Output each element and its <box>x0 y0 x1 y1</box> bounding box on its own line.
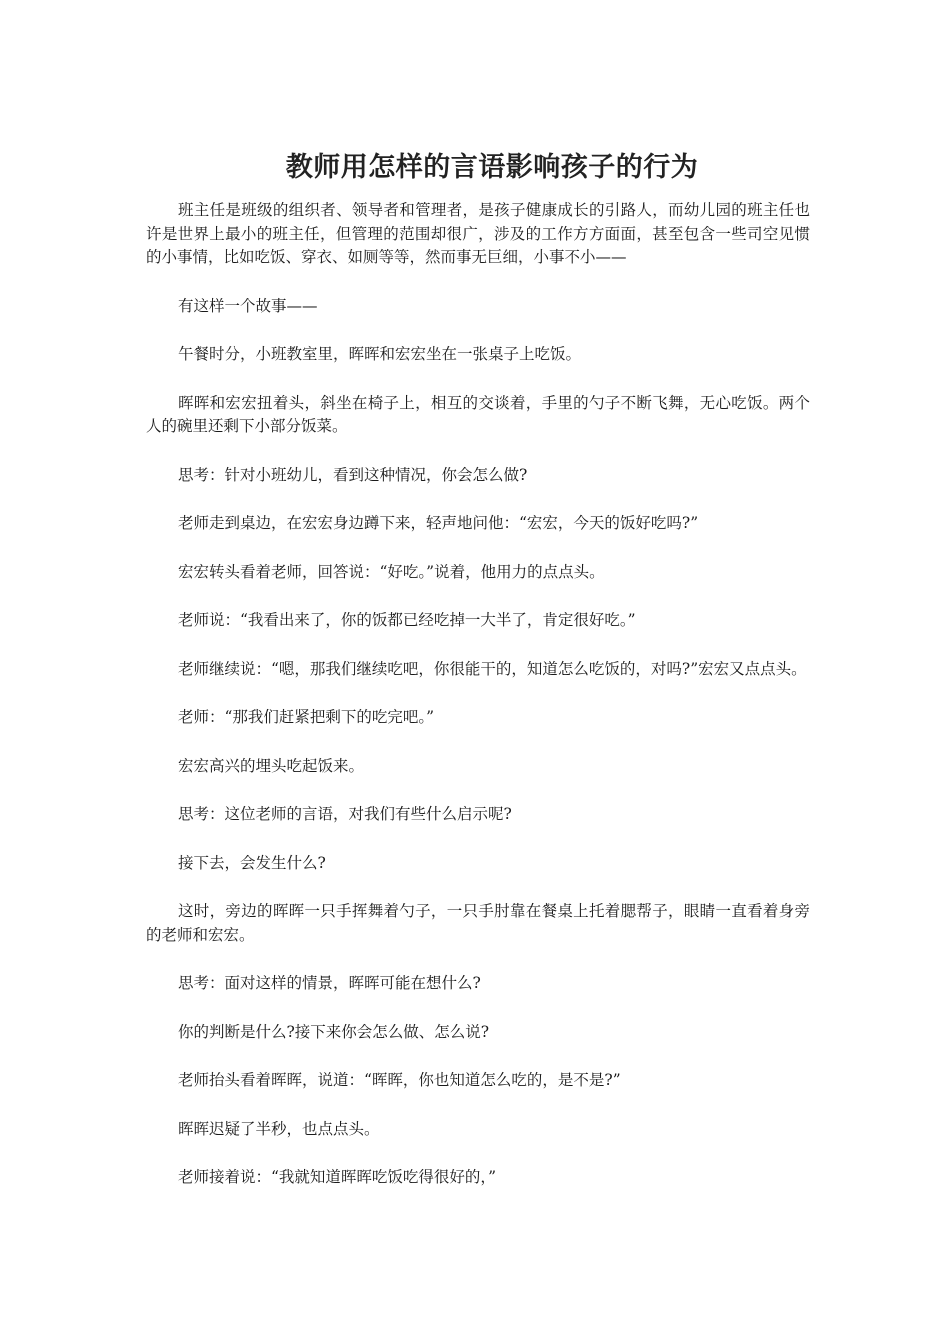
paragraph: 这时，旁边的晖晖一只手挥舞着勺子，一只手肘靠在餐桌上托着腮帮子，眼睛一直看着身旁的老师和宏宏。 <box>146 902 810 944</box>
paragraph: 晖晖和宏宏扭着头，斜坐在椅子上，相互的交谈着，手里的勺子不断飞舞，无心吃饭。两个人的碗里还剩下小部分饭菜。 <box>146 393 810 435</box>
document-title: 教师用怎样的言语影响孩子的行为 <box>285 152 699 184</box>
paragraph: 老师抬头看着晖晖，说道：“晖晖，你也知道怎么吃的，是不是?” <box>178 1071 621 1089</box>
paragraph: 思考：面对这样的情景，晖晖可能在想什么? <box>178 974 481 992</box>
paragraph: 晖晖迟疑了半秒，也点点头。 <box>178 1119 380 1138</box>
paragraph: 老师接着说：“我就知道晖晖吃饭吃得很好的，” <box>178 1168 497 1186</box>
paragraph: 老师：“那我们赶紧把剩下的吃完吧。” <box>178 708 435 726</box>
paragraph: 宏宏高兴的埋头吃起饭来。 <box>178 756 365 775</box>
paragraph: 老师说：“我看出来了，你的饭都已经吃掉一大半了，肯定很好吃。” <box>178 611 636 629</box>
paragraph: 接下去，会发生什么? <box>178 853 326 872</box>
paragraph: 老师走到桌边，在宏宏身边蹲下来，轻声地问他：“宏宏，今天的饭好吃吗?” <box>178 514 699 532</box>
document-body <box>146 199 810 1215</box>
paragraph: 午餐时分，小班教室里，晖晖和宏宏坐在一张桌子上吃饭。 <box>178 345 582 363</box>
paragraph: 有这样一个故事—— <box>178 296 318 315</box>
paragraph: 班主任是班级的组织者、领导者和管理者，是孩子健康成长的引路人，而幼儿园的班主任也许是世界上最小的班主任，但管理的范围却很广，涉及的工作方方面面，甚至包含一些司空见惯的小事情，比如吃饭、穿衣、如厕等等，然而事无巨细，小事不小—— <box>146 201 810 266</box>
paragraph: 思考：针对小班幼儿，看到这种情况，你会怎么做? <box>178 465 528 484</box>
paragraph: 老师继续说：“嗯，那我们继续吃吧，你很能干的，知道怎么吃饭的，对吗?”宏宏又点点头。 <box>178 659 807 678</box>
paragraph: 宏宏转头看着老师，回答说：“好吃。”说着，他用力的点点头。 <box>178 562 605 581</box>
paragraph: 思考：这位老师的言语，对我们有些什么启示呢? <box>178 805 512 823</box>
paragraph: 你的判断是什么?接下来你会怎么做、怎么说? <box>178 1022 490 1041</box>
